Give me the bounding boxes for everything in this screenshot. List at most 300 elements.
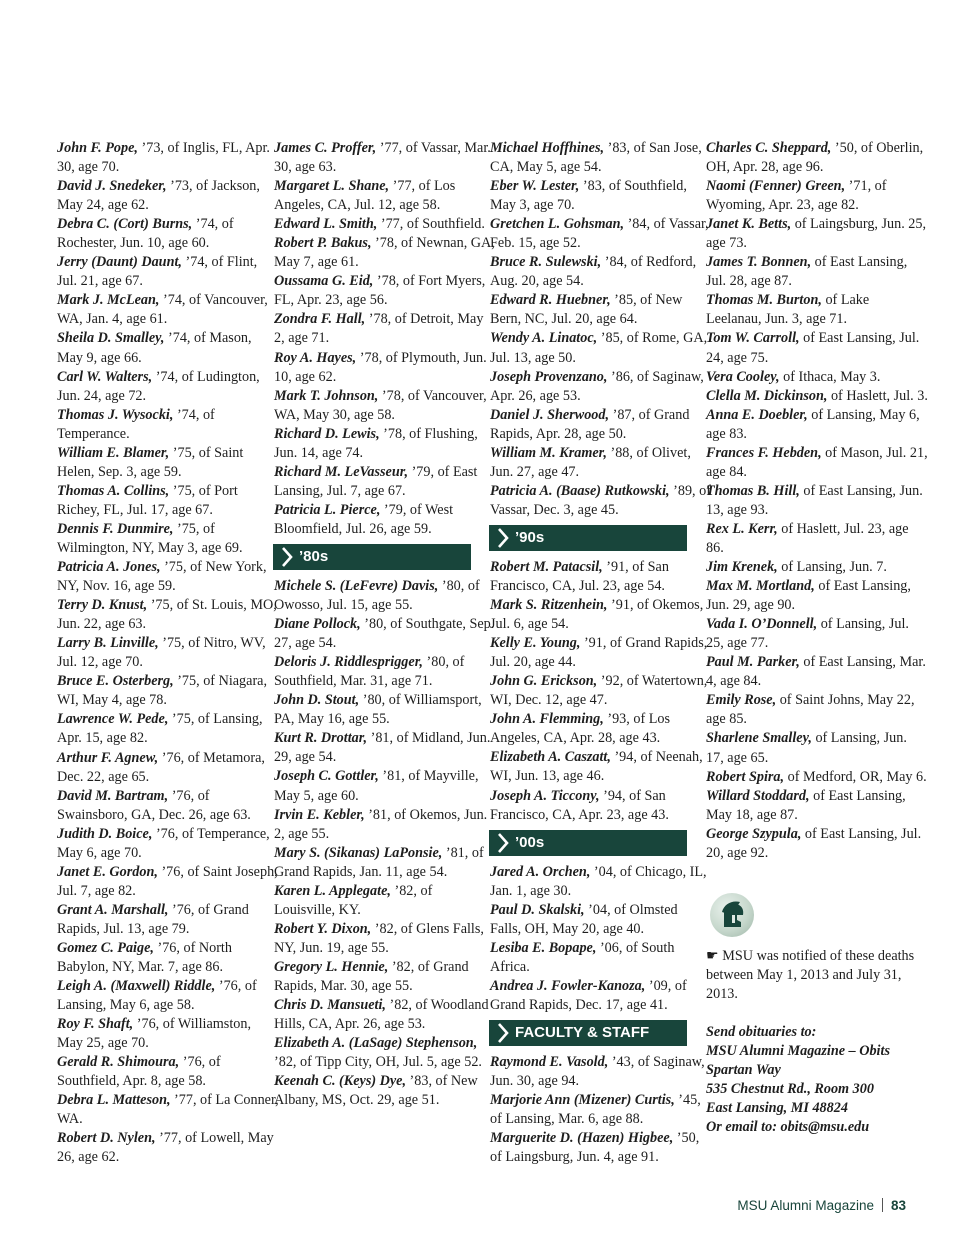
deceased-name: Leigh A. (Maxwell) Riddle, [57,978,216,995]
deceased-name: Mary S. (Sikanas) LaPonsie, [274,844,443,861]
obituary-details: ’77, of Los Angeles, CA, Jul. 12, age 58. [274,178,456,214]
obituary-entry [274,215,496,234]
obituary-details: ’77, of Southfield. [377,216,485,233]
deceased-name: Emily Rose, [706,692,777,709]
obituary-details: ’76, of Saint Joseph, Jul. 7, age 82. [57,863,278,899]
obituary-entry [490,977,712,1015]
deceased-name: William M. Kramer, [490,444,607,461]
obituary-details: ’74, of Mason, May 9, age 66. [57,330,252,366]
obituary-entry [274,996,496,1034]
obituary-details: ’94, of San Francisco, CA, Apr. 23, age 43. [490,787,669,823]
obituary-details: ’75, of New York, NY, Nov. 16, age 59. [57,559,267,595]
deceased-name: Joseph C. Gottler, [274,768,379,785]
obituary-details: ’71, of Wyoming, Apr. 23, age 82. [706,178,887,214]
obituary-details: of East Lansing, May 18, age 87. [706,787,906,823]
obituary-entry [274,310,496,348]
deceased-name: Carl W. Walters, [57,368,153,385]
obituary-entry [57,368,279,406]
obituary-details: ’75, of Lansing, Apr. 15, age 82. [57,711,263,747]
deceased-name: Eber W. Lester, [490,178,580,195]
obituary-details: ’91, of Okemos, Jul. 6, age 54. [490,597,704,633]
obituary-entry [57,139,279,177]
obituary-entry [706,329,928,367]
divider [882,1198,883,1212]
obituary-details: ’80, of Southgate, Sep. 27, age 54. [274,616,495,652]
obituary-entry [274,577,496,615]
obituary-entry [274,349,496,387]
obituary-entry [57,1053,279,1091]
deceased-name: George Szypula, [706,825,802,842]
column-3 [490,139,712,1167]
deceased-name: Jim Krenek, [706,559,778,576]
obituary-details: ’81, of Okemos, Jun. 2, age 55. [274,806,488,842]
deceased-name: Vera Cooley, [706,368,780,385]
address-line: 535 Chestnut Rd., Room 300 [706,1081,874,1098]
obituary-details: ’82, of Louisville, KY. [274,882,433,918]
obituary-entry [706,729,928,767]
email-line: Or email to: obits@msu.edu [706,1119,870,1136]
deceased-name: Irvin E. Kebler, [274,806,365,823]
deceased-name: Joseph Provenzano, [490,368,608,385]
obituary-list [490,863,712,1015]
obituary-entry [490,406,712,444]
obituary-details: of Lansing, May 6, age 83. [706,406,920,442]
deceased-name: Gomez C. Paige, [57,939,154,956]
deceased-name: Elizabeth A. Caszatt, [490,749,611,766]
deceased-name: Patricia A. Jones, [57,559,161,576]
obituary-entry [57,1015,279,1053]
deceased-name: Roy F. Shaft, [57,1016,134,1033]
deceased-name: Andrea J. Fowler-Kanoza, [490,977,646,994]
obituary-list [274,139,496,539]
obituary-entry [57,977,279,1015]
deceased-name: John A. Flemming, [490,711,604,728]
obituary-entry [57,291,279,329]
address-line: Spartan Way [706,1062,781,1079]
obituary-details: ’83, of San Jose, CA, May 5, age 54. [490,140,702,176]
obituary-entry [706,615,928,653]
obituary-details: ’77, of La Conner, WA. [57,1092,279,1128]
deceased-name: David M. Bartram, [57,787,169,804]
obituary-details: ’81, of Mayville, May 5, age 60. [274,768,479,804]
deceased-name: John G. Erickson, [490,673,598,690]
deceased-name: William E. Blamer, [57,444,170,461]
obituary-entry [274,501,496,539]
deceased-name: Paul D. Skalski, [490,901,585,918]
obituary-list [490,139,712,520]
deceased-name: Bruce E. Osterberg, [57,673,174,690]
obituary-details: ’76, of Williamston, May 25, age 70. [57,1016,251,1052]
deceased-name: Lesiba E. Bopape, [490,939,597,956]
deceased-name: Thomas B. Hill, [706,482,800,499]
obituary-details: of East Lansing, Jul. 24, age 75. [706,330,920,366]
obituary-details: ’80, of Southfield, Mar. 31, age 71. [274,654,465,690]
deceased-name: Keenah C. (Keys) Dye, [274,1073,406,1090]
section-banner-faculty-staff [489,1020,687,1046]
deceased-name: Tom W. Carroll, [706,330,800,347]
obituary-details: ’87, of Grand Rapids, Apr. 28, age 50. [490,406,690,442]
obituary-entry [706,768,928,787]
deceased-name: Patricia A. (Baase) Rutkowski, [490,482,670,499]
deceased-name: Edward R. Huebner, [490,292,611,309]
obituary-entry [57,634,279,672]
deceased-name: Naomi (Fenner) Green, [706,178,846,195]
obituary-entry [274,387,496,425]
obituary-details: ’78, of Plymouth, Jun. 10, age 62. [274,349,487,385]
obituary-details: ’45, of Lansing, Mar. 6, age 88. [490,1092,701,1128]
obituary-details: of Lake Leelanau, Jun. 3, age 71. [706,292,870,328]
obituary-entry [706,387,928,406]
obituary-details: of Ithaca, May 3. [779,368,881,385]
deceased-name: Zondra F. Hall, [274,311,366,328]
obituary-entry [706,482,928,520]
obituary-entry [490,939,712,977]
obituary-details: of Haslett, Jul. 23, age 86. [706,520,909,556]
deceased-name: Daniel J. Sherwood, [490,406,610,423]
obituary-entry [57,520,279,558]
obituary-details: ’84, of Redford, Aug. 20, age 54. [490,254,697,290]
deceased-name: Jerry (Daunt) Daunt, [57,254,182,271]
section-title: ’00s [515,833,545,851]
obituary-details: ’94, of Neenah, WI, Jun. 13, age 46. [490,749,703,785]
deceased-name: Robert M. Patacsil, [490,558,603,575]
obituary-entry [490,558,712,596]
obituary-list [57,139,279,1168]
spartan-helmet-icon [718,900,746,930]
obituary-entry [490,368,712,406]
obituary-details: of East Lansing, Jul. 28, age 87. [706,254,908,290]
obituary-entry [274,272,496,310]
obituary-entry [274,1072,496,1110]
obituary-details: ’73, of Inglis, FL, Apr. 30, age 70. [57,140,270,176]
deceased-name: Robert D. Nylen, [57,1130,156,1147]
obituary-details: ’04, of Chicago, IL, Jan. 1, age 30. [490,863,707,899]
obituary-details: ’50, of Oberlin, OH, Apr. 28, age 96. [706,140,924,176]
obituary-details: ’81, of Grand Rapids, Jan. 11, age 54. [274,844,484,880]
deceased-name: Edward L. Smith, [274,216,378,233]
page-footer [737,1198,906,1213]
pointing-hand-icon: ☛ [706,947,719,964]
obituary-list [490,1053,712,1167]
obituary-entry [706,139,928,177]
spartan-helmet-logo [710,893,754,937]
obituary-details: ’79, of East Lansing, Jul. 7, age 67. [274,463,478,499]
obituary-details: of Lansing, Jun. 7. [777,559,887,576]
obituary-details: of East Lansing, Jun. 13, age 93. [706,482,923,518]
obituary-details: ’76, of Metamora, Dec. 22, age 65. [57,749,265,785]
obituary-details: ’78, of Newnan, GA, May 7, age 61. [274,235,495,271]
obituary-entry [274,691,496,729]
obituary-details: of Saint Johns, May 22, age 85. [706,692,915,728]
obituary-details: ’83, of Southfield, May 3, age 70. [490,178,687,214]
send-obituaries-block [706,1023,928,1137]
obituary-entry [490,710,712,748]
obituary-details: ’83, of New Albany, MS, Oct. 29, age 51. [274,1073,478,1109]
deceased-name: Kurt R. Drottar, [274,730,368,747]
obituary-details: of Medford, OR, May 6. [784,768,927,785]
note-text: MSU was notified of these deaths between May 1, 2013 and July 31, 2013. [706,947,915,1002]
obituary-entry [490,672,712,710]
obituary-details: ’84, of Vassar, Feb. 15, age 52. [490,216,709,252]
deceased-name: Larry B. Linville, [57,635,159,652]
obituary-list [274,577,496,1110]
obituary-details: of East Lansing, Jul. 20, age 92. [706,825,922,861]
obituary-details: ’09, of Grand Rapids, Dec. 17, age 41. [490,977,687,1013]
obituary-entry [274,806,496,844]
obituary-entry [490,253,712,291]
obituary-details: ’81, of Midland, Jun. 29, age 54. [274,730,491,766]
deceased-name: Wendy A. Linatoc, [490,330,598,347]
obituary-details: ’82, of Woodland Hills, CA, Apr. 26, age 53. [274,997,489,1033]
deceased-name: Terry D. Knust, [57,597,148,614]
deceased-name: James T. Bonnen, [706,254,812,271]
deceased-name: Robert Spira, [706,768,785,785]
page-number: 83 [890,1198,906,1213]
deceased-name: Margaret L. Shane, [274,178,390,195]
deceased-name: Frances F. Hebden, [706,444,822,461]
deceased-name: Dennis F. Dunmire, [57,520,174,537]
obituary-entry [57,825,279,863]
deceased-name: Mark J. McLean, [57,292,160,309]
deceased-name: Lawrence W. Pede, [57,711,169,728]
obituary-entry [57,482,279,520]
notification-note [706,947,928,1004]
obituary-entry [274,767,496,805]
obituary-entry [274,958,496,996]
obituary-details: ’74, of Vancouver, WA, Jan. 4, age 61. [57,292,268,328]
obituary-details: ’78, of Detroit, May 2, age 71. [274,311,484,347]
deceased-name: Arthur F. Agnew, [57,749,159,766]
obituary-details: ’73, of Jackson, May 24, age 62. [57,178,260,214]
obituary-list [490,558,712,825]
deceased-name: Vada I. O’Donnell, [706,616,818,633]
obituary-entry [490,1053,712,1091]
obituary-details: ’78, of Fort Myers, FL, Apr. 23, age 56. [274,273,486,309]
obituary-details: ’85, of Rome, GA, Jul. 13, age 50. [490,330,708,366]
chevron-right-icon [497,1020,509,1046]
deceased-name: Max M. Mortland, [706,578,815,595]
obituary-details: ’75, of Saint Helen, Sep. 3, age 59. [57,444,244,480]
deceased-name: Marguerite D. (Hazen) Higbee, [490,1130,674,1147]
obituary-details: ’92, of Watertown, WI, Dec. 12, age 47. [490,673,708,709]
deceased-name: Thomas J. Wysocki, [57,406,174,423]
deceased-name: Jared A. Orchen, [490,863,591,880]
obituary-details: ’82, of Tipp City, OH, Jul. 5, age 52. [274,1054,482,1071]
obituary-entry [274,234,496,272]
deceased-name: Richard M. LeVasseur, [274,463,409,480]
obituary-entry [706,520,928,558]
obituary-details: ’93, of Los Angeles, CA, Apr. 28, age 43. [490,711,670,747]
deceased-name: Chris D. Mansueti, [274,997,386,1014]
deceased-name: Paul M. Parker, [706,654,800,671]
obituary-entry [274,653,496,691]
obituary-entry [274,729,496,767]
obituary-entry [490,444,712,482]
section-banner-90s [489,525,687,551]
deceased-name: Janet E. Gordon, [57,863,158,880]
address-line: MSU Alumni Magazine – Obits [706,1042,890,1059]
obituary-entry [706,215,928,253]
obituary-entry [57,177,279,215]
obituary-entry [490,748,712,786]
deceased-name: Elizabeth A. (LaSage) Stephenson, [274,1035,478,1052]
obituary-list [706,139,928,863]
deceased-name: Grant A. Marshall, [57,901,169,918]
deceased-name: Patricia L. Pierce, [274,501,381,518]
deceased-name: David J. Snedeker, [57,178,167,195]
deceased-name: Gregory L. Hennie, [274,958,389,975]
obituary-entry [706,577,928,615]
deceased-name: Gerald R. Shimoura, [57,1054,180,1071]
obituary-details: of Lansing, Jun. 17, age 65. [706,730,907,766]
obituary-details: ’50, of Laingsburg, Jun. 4, age 91. [490,1130,700,1166]
obituary-details: ’79, of West Bloomfield, Jul. 26, age 59. [274,501,454,537]
obituary-entry [57,253,279,291]
obituary-details: ’77, of Lowell, May 26, age 62. [57,1130,274,1166]
deceased-name: Sheila D. Smalley, [57,330,165,347]
section-title: ’90s [515,528,545,546]
obituary-details: ’75, of St. Louis, MO, Jun. 22, age 63. [57,597,277,633]
address-line: East Lansing, MI 48824 [706,1100,848,1117]
obituary-entry [490,1091,712,1129]
obituary-details: ’76, of Grand Rapids, Jul. 13, age 79. [57,901,249,937]
chevron-right-icon [281,544,293,570]
deceased-name: Diane Pollock, [274,616,361,633]
deceased-name: Gretchen L. Gohsman, [490,216,625,233]
obituary-entry [490,215,712,253]
obituary-details: ’91, of Grand Rapids, Jul. 20, age 44. [490,635,708,671]
obituary-entry [57,863,279,901]
deceased-name: Joseph A. Ticcony, [490,787,600,804]
obituary-details: ’76, of Lansing, May 6, age 58. [57,978,257,1014]
obituary-entry [57,1129,279,1167]
obituary-details: ’82, of Grand Rapids, Mar. 30, age 55. [274,958,469,994]
obituary-entry [57,749,279,787]
deceased-name: James C. Proffer, [274,140,377,156]
deceased-name: Janet K. Betts, [706,216,792,233]
deceased-name: John D. Stout, [274,692,360,709]
deceased-name: Thomas M. Burton, [706,292,822,309]
obituary-details: ’82, of Glens Falls, NY, Jun. 19, age 55. [274,920,484,956]
section-banner-80s [273,544,471,570]
obituary-entry [490,901,712,939]
deceased-name: Oussama G. Eid, [274,273,374,290]
deceased-name: Roy A. Hayes, [274,349,357,366]
obituary-entry [274,615,496,653]
deceased-name: Debra L. Matteson, [57,1092,171,1109]
obituary-entry [274,882,496,920]
section-banner-00s [489,830,687,856]
obituary-entry [706,406,928,444]
deceased-name: Debra C. (Cort) Burns, [57,216,193,233]
send-heading: Send obituaries to: [706,1023,817,1040]
section-title: ’80s [299,547,329,565]
column-1 [57,139,279,1168]
obituary-entry [706,653,928,691]
obituary-details: ’91, of San Francisco, CA, Jul. 23, age 54. [490,558,669,594]
obituary-details: ’75, of Niagara, WI, May 4, age 78. [57,673,268,709]
obituary-details: ’89, of Vassar, Dec. 3, age 45. [490,482,711,518]
obituary-entry [706,558,928,577]
obituary-entry [274,139,496,177]
deceased-name: John F. Pope, [57,140,138,156]
obituary-details: ’06, of South Africa. [490,939,675,975]
obituary-entry [57,596,279,634]
deceased-name: Charles C. Sheppard, [706,140,832,156]
obituary-entry [490,863,712,901]
obituary-details: ’76, of Southfield, Apr. 8, age 58. [57,1054,221,1090]
obituary-details: ’04, of Olmsted Falls, OH, May 20, age 40. [490,901,678,937]
obituary-details: of Laingsburg, Jun. 25, age 73. [706,216,927,252]
chevron-right-icon [497,830,509,856]
obituary-details: ’74, of Flint, Jul. 21, age 67. [57,254,258,290]
obituary-details: of East Lansing, Mar. 4, age 84. [706,654,926,690]
obituary-details: of East Lansing, Jun. 29, age 90. [706,578,911,614]
obituary-details: ’78, of Vancouver, WA, May 30, age 58. [274,387,487,423]
obituary-entry [57,672,279,710]
obituary-entry [57,558,279,596]
obituary-entry [57,787,279,825]
obituary-entry [490,177,712,215]
deceased-name: Robert Y. Dixon, [274,920,372,937]
section-title: FACULTY & STAFF [515,1023,650,1041]
obituary-entry [57,329,279,367]
obituary-details: ’86, of Saginaw, Apr. 26, age 53. [490,368,704,404]
obituary-entry [274,920,496,958]
obituary-entry [57,901,279,939]
deceased-name: Bruce R. Sulewski, [490,254,602,271]
obituary-entry [490,596,712,634]
obituary-details: ’80, of Owosso, Jul. 15, age 55. [274,577,480,614]
deceased-name: Michael Hoffhines, [490,140,605,156]
obituary-entry [706,691,928,729]
deceased-name: Marjorie Ann (Mizener) Curtis, [490,1092,675,1109]
obituary-entry [490,634,712,672]
obituary-details: ’75, of Nitro, WV, Jul. 12, age 70. [57,635,266,671]
obituary-entry [274,425,496,463]
deceased-name: Raymond E. Vasold, [490,1053,609,1070]
deceased-name: Mark S. Ritzenhein, [490,597,608,614]
deceased-name: Kelly E. Young, [490,635,581,652]
deceased-name: Sharlene Smalley, [706,730,812,747]
obituary-entry [490,291,712,329]
obituary-entry [706,368,928,387]
obituary-entry [706,291,928,329]
obituary-entry [274,844,496,882]
deceased-name: Robert P. Bakus, [274,235,372,252]
obituary-details: ’75, of Port Richey, FL, Jul. 17, age 67. [57,482,238,518]
obituary-entry [490,482,712,520]
obituary-entry [706,825,928,863]
obituary-details: ’88, of Olivet, Jun. 27, age 47. [490,444,691,480]
obituary-entry [57,1091,279,1129]
obituary-details: ’85, of New Bern, NC, Jul. 20, age 64. [490,292,683,328]
obituary-entry [274,463,496,501]
obituary-entry [57,444,279,482]
obituary-entry [274,177,496,215]
deceased-name: Judith D. Boice, [57,825,153,842]
obituary-entry [490,329,712,367]
deceased-name: Karen L. Applegate, [274,882,391,899]
obituary-details: of Haslett, Jul. 3. [827,387,928,404]
deceased-name: Clella M. Dickinson, [706,387,828,404]
magazine-title: MSU Alumni Magazine [737,1198,874,1213]
obituary-entry [57,710,279,748]
obituary-details: ’75, of Wilmington, NY, May 3, age 69. [57,520,243,556]
deceased-name: Thomas A. Collins, [57,482,170,499]
obituary-entry [57,215,279,253]
obituary-details: ’74, of Rochester, Jun. 10, age 60. [57,216,234,252]
